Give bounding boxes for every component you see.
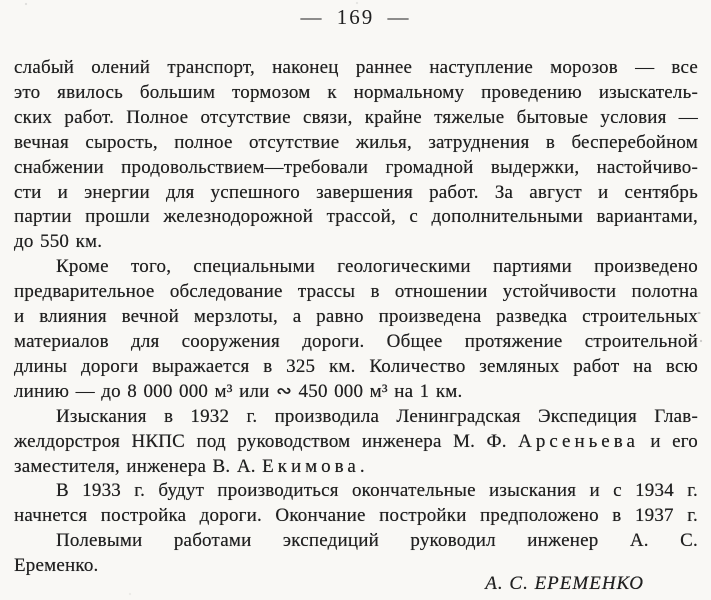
text-line [14,455,698,480]
text-line: партии прошли железнодорожной трассой, с дополнительными вариантами, [14,206,698,228]
text-line: снабжении продовольствием—требовали громадной выдержки, настойчиво- [14,156,698,178]
text-line: ских работ. Полное отсутствие связи, крайне тяжелые бытовые условия — [14,106,698,128]
text-line: Полевыми работами экспедиций руководил инженер А. С. [56,530,698,552]
text-line: сти и энергии для успешного завершения работ. За август и сентябрь [14,181,698,203]
text-line: это явилось большим тормозом к нормальному проведению изыскатель- [14,81,698,103]
text-segment: . [359,455,365,477]
text-block [14,56,698,579]
text-line: длины дороги выражается в 325 км. Количество земляных работ на всю [14,355,698,377]
text-segment: желдорстроя НКПС под руководством инженера М. Ф. [14,430,519,452]
text-line: В 1933 г. будут производиться окончательные изыскания и с 1934 г. [56,480,698,502]
text-line: предварительное обследование трассы в отношении устойчивости полотна [14,281,698,303]
text-line: вечная сырость, полное отсутствие жилья, затруднения в бесперебойном [14,131,698,153]
letterspaced-name: Арсеньева [518,430,639,452]
signature: А. С. ЕРЕМЕНКО [485,573,644,594]
text-line: Еременко. [14,555,99,577]
letterspaced-name: Екимова [262,455,360,477]
page-number: — 169 — [300,5,411,29]
text-segment: и его [638,430,699,452]
text-line: материалов для сооружения дороги. Общее протяжение строительной [14,330,698,352]
text-line: начнется постройка дороги. Окончание постройки предположено в 1937 г. [14,505,698,527]
text-line [14,430,698,455]
text-line: слабый олений транспорт, наконец раннее наступление морозов — все [14,57,698,78]
text-line: и влияния вечной мерзлоты, а равно произведена разведка строительных [14,306,698,328]
text-line: до 550 км. [14,231,103,253]
text-line: Изыскания в 1932 г. производила Ленинградская Экспедиция Глав- [56,405,698,427]
text-line: Кроме того, специальными геологическими партиями произведено [56,256,698,278]
text-line: линию — до 8 000 000 м³ или ∾ 450 000 м³ на 1 км. [14,380,463,402]
text-segment: заместителя, инженера В. А. [14,455,263,477]
